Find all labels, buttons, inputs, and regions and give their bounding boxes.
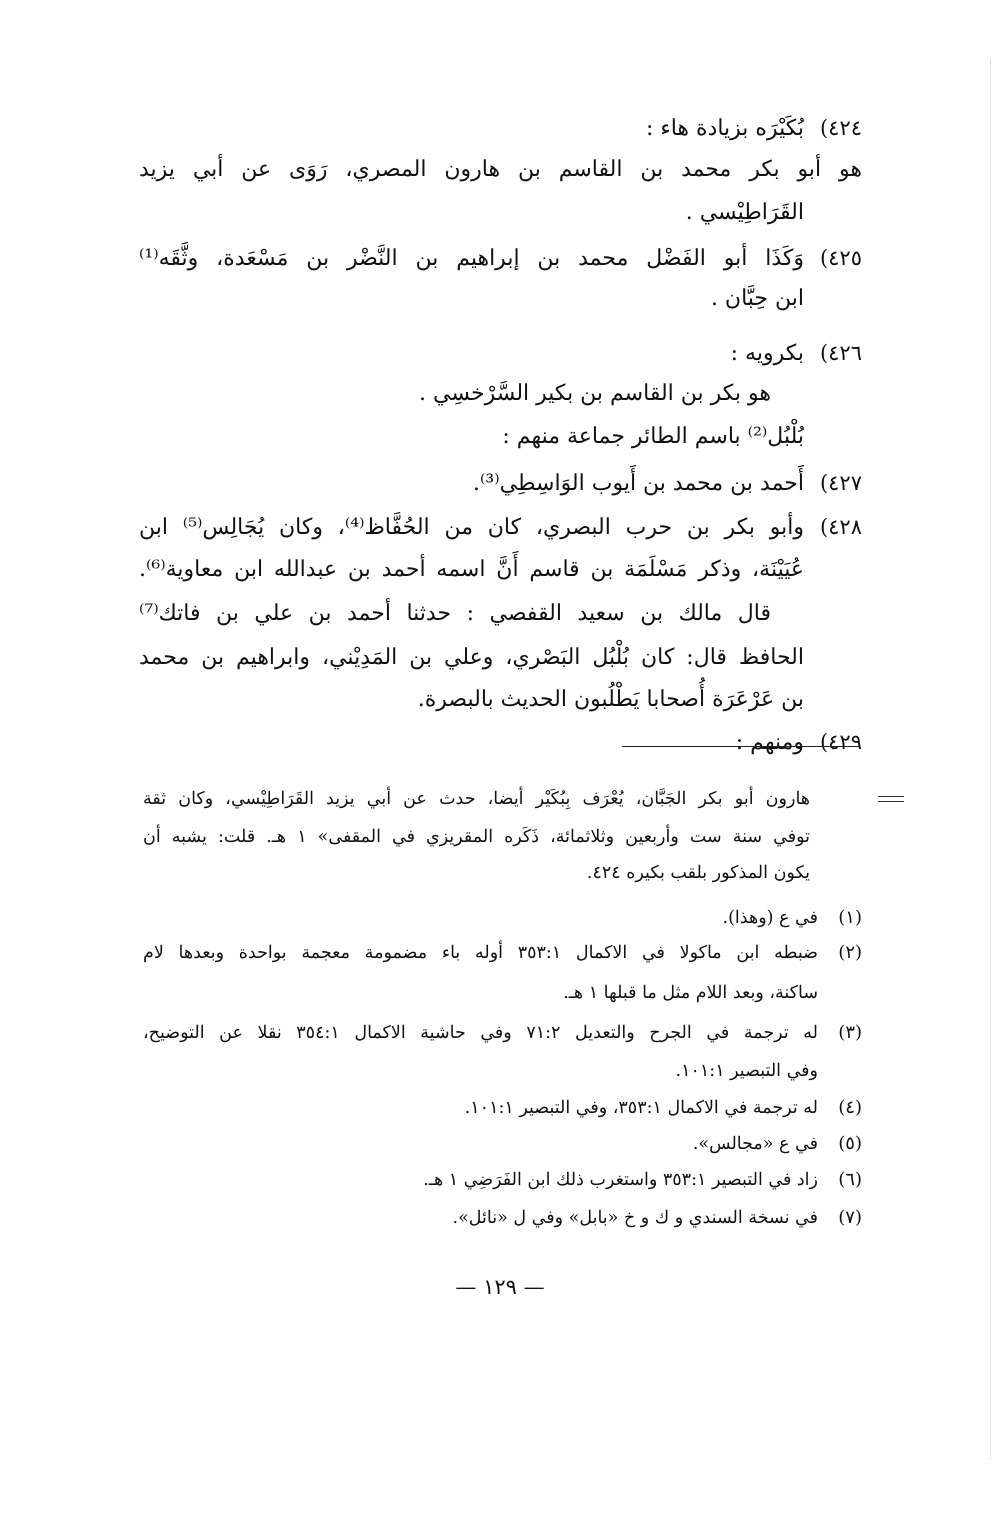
footnote-line <box>723 905 862 931</box>
footnote-number: (٥) <box>838 1133 862 1154</box>
entry-line <box>139 243 862 274</box>
entry-line <box>139 643 804 673</box>
entry-text: وأبو بكر بن حرب البصري، كان من الحُفَّاظ⁽⁴⁾، وكان يُجَالِس⁽⁵⁾ ابن <box>139 515 804 540</box>
entry-text: هو أبو بكر محمد بن القاسم بن هارون المصري، رَوَى عن أبي يزيد <box>139 157 862 182</box>
entry-text: الحافظ قال: كان بُلْبُل البَصْري، وعلي بن المَدِيْني، وابراهيم بن محمد <box>139 645 804 670</box>
footnote-number: (٢) <box>838 942 863 963</box>
footnote-number: (٤) <box>838 1097 862 1118</box>
entry-text: بُكَيْرَه بزيادة هاء : <box>645 116 804 141</box>
footnote-text: زاد في التبصير ٣٥٣:١ واستغرب ذلك ابن الفَرَضِي ١ هـ. <box>423 1170 818 1190</box>
entry-line <box>502 422 804 452</box>
footnote-text: يكون المذكور بلقب بكيره ٤٢٤. <box>586 863 810 883</box>
page-number: — ١٢٩ — <box>455 1275 545 1299</box>
footnote-line <box>676 1058 818 1084</box>
entry-line <box>711 284 804 314</box>
entry-text: ابن حِبَّان . <box>710 286 804 311</box>
footnote-number: (١) <box>838 907 862 928</box>
entry-text: ومنهم : <box>735 730 804 755</box>
entry-text: قال مالك بن سعيد القفصي : حدثنا أحمد بن علي بن فاتك⁽⁷⁾ <box>139 601 771 626</box>
footnote-line <box>563 980 818 1006</box>
entry-line <box>736 727 862 758</box>
footnote-text: له ترجمة في الجرح والتعديل ٧١:٢ وفي حاشية الاكمال ٣٥٤:١ نقلا عن التوضيح، <box>143 1023 819 1043</box>
entry-text: بُلْبُل⁽²⁾ باسم الطائر جماعة منهم : <box>502 424 804 449</box>
footnote-line <box>465 1095 862 1121</box>
footnote-text: هارون أبو بكر الجَبَّان، يُعْرَف بِبُكَيْر أيضا، حدث عن أبي يزيد القَرَاطِيْسي، وكان ثقة <box>143 789 810 809</box>
entry-line <box>731 338 862 369</box>
entry-text: هو بكر بن القاسم بن بكير السَّرْخسِي . <box>419 381 771 406</box>
entry-line <box>418 685 804 715</box>
entry-line <box>686 198 804 228</box>
footnote-line <box>693 1131 862 1157</box>
entry-text: عُيَيْنَة، وذكر مَسْلَمَة بن قاسم أَنَّ اسمه أحمد بن عبدالله ابن معاوية⁽⁶⁾. <box>139 557 804 582</box>
entry-line <box>139 512 862 543</box>
footnote-line <box>453 1205 863 1231</box>
entry-line <box>139 155 862 185</box>
footnote-text: ضبطه ابن ماكولا في الاكمال ٣٥٣:١ أوله باء مضمومة معجمة بواحدة وبعدها لام <box>143 943 819 963</box>
footnote-line <box>143 824 810 850</box>
entry-number: ٤٢٥) <box>819 246 862 270</box>
footnote-number: (٣) <box>838 1022 863 1043</box>
entry-number: ٤٢٩) <box>819 730 862 754</box>
entry-number: ٤٢٨) <box>819 515 862 539</box>
footnote-line <box>143 786 810 812</box>
entry-text: القَرَاطِيْسي . <box>685 200 804 225</box>
entry-text: وَكَذَا أبو الفَضْل محمد بن إبراهيم بن النَّضْر بن مَسْعَدة، وثَّقَه⁽¹⁾ <box>139 246 804 271</box>
footnote-text: ساكنة، وبعد اللام مثل ما قبلها ١ هـ. <box>563 983 818 1003</box>
entry-text: بكرويه : <box>730 341 804 366</box>
entry-text: بن عَرْعَرَة أُصحابا يَطْلُبون الحديث بالبصرة. <box>417 687 804 712</box>
footnote-text: في نسخة السندي و ك و خ «بابل» وفي ل «نائل». <box>452 1208 818 1228</box>
entry-number: ٤٢٤) <box>819 116 862 140</box>
footnote-line <box>143 940 862 966</box>
footnote-text: توفي سنة ست وأربعين وثلاثمائة، ذَكَره المقريزي في المقفى» ١ هـ. قلت: يشبه أن <box>143 827 810 847</box>
footnote-line <box>143 1020 862 1046</box>
entry-number: ٤٢٧) <box>819 471 862 495</box>
footnote-line <box>587 860 810 886</box>
footnote-text: وفي التبصير ١٠١:١. <box>675 1061 818 1081</box>
scan-edge-rule <box>990 60 992 1460</box>
footnote-number: (٦) <box>838 1169 862 1190</box>
footnote-text: له ترجمة في الاكمال ٣٥٣:١، وفي التبصير ١٠١:١. <box>464 1098 818 1118</box>
footnote-separator <box>622 746 860 747</box>
entry-line <box>139 599 771 629</box>
footnote-number: (٧) <box>838 1207 862 1228</box>
entry-text: أَحمد بن محمد بن أَيوب الوَاسِطِي⁽³⁾. <box>473 471 804 496</box>
footnote-text: في ع (وهذا). <box>722 908 818 928</box>
footnote-text: في ع «مجالس». <box>692 1134 818 1154</box>
footnote-line <box>423 1167 862 1193</box>
entry-line <box>646 113 862 144</box>
entry-line <box>419 379 771 409</box>
entry-line <box>473 468 862 499</box>
entry-line <box>139 555 804 585</box>
double-rule-mark <box>878 796 904 802</box>
entry-number: ٤٢٦) <box>819 341 862 365</box>
